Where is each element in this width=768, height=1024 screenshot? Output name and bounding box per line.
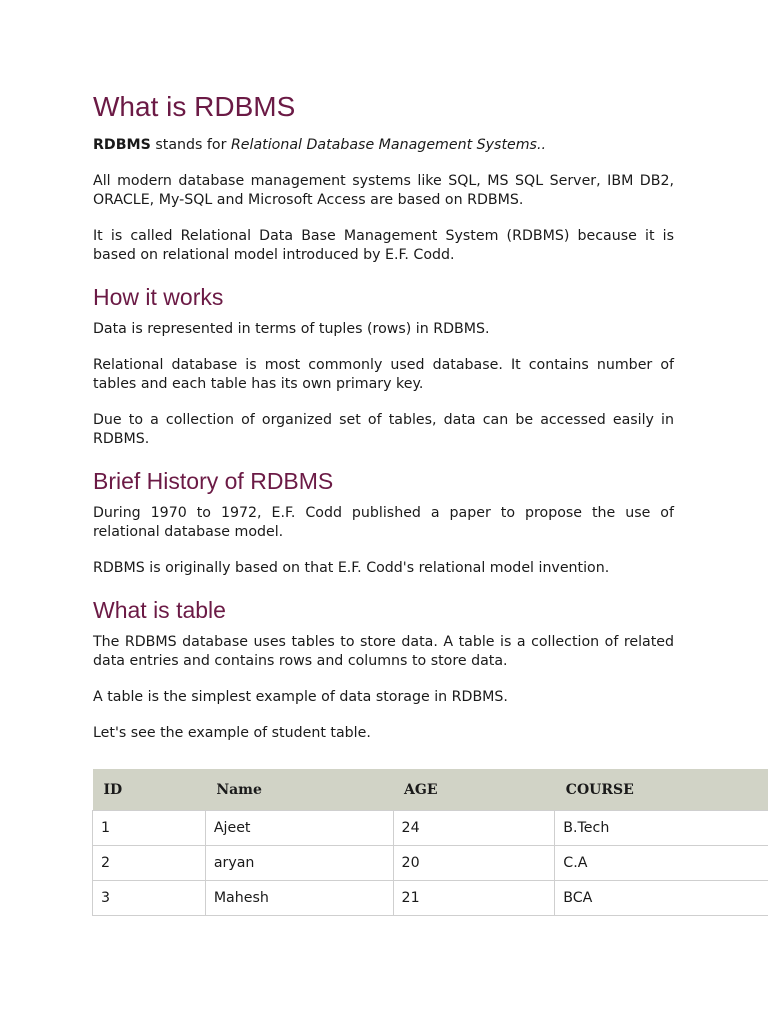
- definition-connector: stands for: [150, 137, 231, 153]
- paragraph-rdbms-definition: [93, 136, 674, 155]
- paragraph-accessed-easily: Due to a collection of organized set of tables, data can be accessed easily in RDBMS.: [93, 412, 674, 447]
- paragraph-codd-invention: RDBMS is originally based on that E.F. Codd's relational model invention.: [93, 560, 610, 576]
- document-body: [93, 88, 674, 760]
- cell-course: BCA: [555, 881, 768, 916]
- cell-course: B.Tech: [555, 811, 768, 846]
- heading-how-it-works: How it works: [93, 284, 224, 310]
- cell-name: Ajeet: [205, 811, 393, 846]
- paragraph-simplest-example: A table is the simplest example of data storage in RDBMS.: [93, 689, 508, 705]
- cell-course: C.A: [555, 846, 768, 881]
- cell-id: 1: [93, 811, 206, 846]
- paragraph-primary-key: Relational database is most commonly used database. It contains number of tables and each table has its own primary key.: [93, 357, 674, 392]
- heading-what-is-table: What is table: [93, 597, 226, 623]
- paragraph-modern-systems: All modern database management systems like SQL, MS SQL Server, IBM DB2, ORACLE, My-SQL and Microsoft Access are based on RDBMS.: [93, 173, 674, 208]
- column-header-id: ID: [93, 769, 206, 811]
- term-rdbms: RDBMS: [93, 137, 151, 153]
- paragraph-tuples: Data is represented in terms of tuples (rows) in RDBMS.: [93, 321, 490, 337]
- heading-what-is-rdbms: What is RDBMS: [93, 91, 296, 122]
- cell-age: 20: [393, 846, 555, 881]
- cell-name: Mahesh: [205, 881, 393, 916]
- paragraph-called-relational: It is called Relational Data Base Management System (RDBMS) because it is based on relational model introduced by E.F. Codd.: [93, 228, 674, 263]
- cell-id: 2: [93, 846, 206, 881]
- paragraph-codd-paper: During 1970 to 1972, E.F. Codd published a paper to propose the use of relational database model.: [93, 505, 674, 540]
- cell-age: 24: [393, 811, 555, 846]
- table-row: [93, 881, 768, 916]
- table-row: [93, 846, 768, 881]
- definition-expansion: Relational Database Management Systems..: [230, 137, 546, 153]
- paragraph-tables-store-data: The RDBMS database uses tables to store data. A table is a collection of related data entries and contains rows and columns to store data.: [93, 634, 674, 669]
- cell-name: aryan: [205, 846, 393, 881]
- column-header-age: AGE: [393, 769, 555, 811]
- table-row: [93, 811, 768, 846]
- column-header-course: COURSE: [555, 769, 768, 811]
- heading-brief-history: Brief History of RDBMS: [93, 468, 334, 494]
- cell-id: 3: [93, 881, 206, 916]
- table-header-row: [93, 769, 768, 811]
- cell-age: 21: [393, 881, 555, 916]
- paragraph-student-table-intro: Let's see the example of student table.: [93, 725, 371, 741]
- column-header-name: Name: [205, 769, 393, 811]
- student-table-container: [92, 769, 768, 916]
- student-table: [92, 769, 768, 916]
